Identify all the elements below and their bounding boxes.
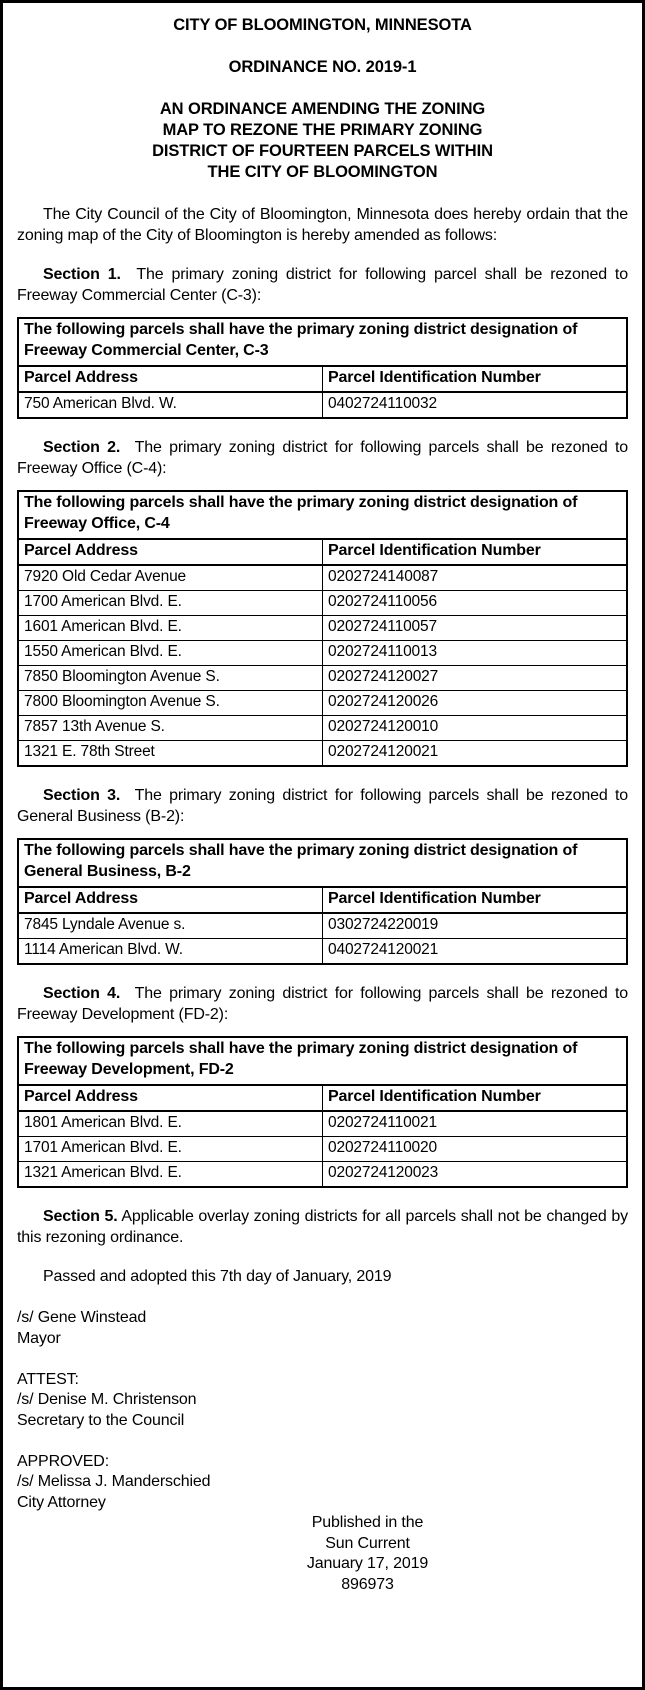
column-header-pin: Parcel Identification Number: [323, 887, 628, 913]
column-header-pin: Parcel Identification Number: [323, 1085, 628, 1111]
cell-address: 1550 American Blvd. E.: [18, 641, 323, 666]
section-1-text: The primary zoning district for following parcel shall be rezoned to Freeway Commercial Center (C-3):: [17, 266, 628, 304]
spacer: [17, 1248, 628, 1267]
cell-address: 1114 American Blvd. W.: [18, 939, 323, 965]
cell-address: 7800 Bloomington Avenue S.: [18, 691, 323, 716]
spacer: [17, 183, 628, 205]
spacer: [17, 1188, 628, 1207]
ordinance-title-line-1: AN ORDINANCE AMENDING THE ZONING: [159, 100, 486, 118]
ordinance-title-line-2: MAP TO REZONE THE PRIMARY ZONING: [162, 121, 483, 139]
column-header-pin: Parcel Identification Number: [323, 366, 628, 392]
cell-pin: 0202724120021: [323, 741, 628, 767]
spacer: [17, 78, 628, 99]
published-reference-number: 896973: [341, 1575, 394, 1593]
table-caption-row: [18, 318, 627, 366]
section-4-table: [17, 1036, 628, 1188]
cell-pin: 0202724110057: [323, 616, 628, 641]
table-row: [18, 1111, 627, 1137]
spacer: [17, 1431, 628, 1452]
section-1-table: [17, 317, 628, 419]
document-header: [17, 15, 628, 183]
table-row: [18, 691, 627, 716]
table-row: [18, 591, 627, 616]
cell-pin: 0202724120026: [323, 691, 628, 716]
cell-address: 7920 Old Cedar Avenue: [18, 565, 323, 591]
section-2-table: [17, 490, 628, 767]
table-caption-row: [18, 839, 627, 887]
attest-label: ATTEST:: [17, 1370, 79, 1388]
approved-signature: /s/ Melissa J. Manderschied: [17, 1473, 211, 1490]
table-row: [18, 913, 627, 939]
table-header-row: [18, 366, 627, 392]
table-row: [18, 1137, 627, 1162]
cell-address: 750 American Blvd. W.: [18, 392, 323, 418]
section-2-text: The primary zoning district for following parcels shall be rezoned to Freeway Office (C-4):: [17, 439, 628, 477]
cell-address: 1321 American Blvd. E.: [18, 1162, 323, 1188]
column-header-address: Parcel Address: [18, 366, 323, 392]
spacer: [17, 827, 628, 838]
city-line: CITY OF BLOOMINGTON, MINNESOTA: [173, 16, 472, 34]
cell-address: 1701 American Blvd. E.: [18, 1137, 323, 1162]
spacer: [17, 1349, 628, 1370]
published-line-1: Published in the: [311, 1514, 424, 1531]
table-row: [18, 1162, 627, 1188]
section-4-text: The primary zoning district for following parcels shall be rezoned to Freeway Development (FD-2):: [17, 985, 628, 1023]
cell-address: 7850 Bloomington Avenue S.: [18, 666, 323, 691]
cell-pin: 0402724110032: [323, 392, 628, 418]
approved-title: City Attorney: [17, 1493, 106, 1511]
table-row: [18, 641, 627, 666]
section-3-text: The primary zoning district for following parcels shall be rezoned to General Business (B-2):: [17, 787, 628, 825]
table-caption: The following parcels shall have the primary zoning district designation of Freeway Office, C-4: [18, 491, 627, 539]
cell-pin: 0202724110056: [323, 591, 628, 616]
cell-address: 1601 American Blvd. E.: [18, 616, 323, 641]
spacer: [17, 965, 628, 984]
table-row: [18, 666, 627, 691]
section-5-label: Section 5.: [43, 1208, 118, 1225]
table-caption: The following parcels shall have the primary zoning district designation of General Business, B-2: [18, 839, 627, 887]
preamble-paragraph: The City Council of the City of Bloomington, Minnesota does hereby ordain that the zoning map of the City of Bloomington is hereby amended as follows:: [17, 206, 628, 244]
section-1-paragraph: [17, 265, 628, 306]
cell-pin: 0202724120027: [323, 666, 628, 691]
cell-pin: 0202724110013: [323, 641, 628, 666]
cell-pin: 0202724120023: [323, 1162, 628, 1188]
table-row: [18, 716, 627, 741]
section-5-text: Applicable overlay zoning districts for all parcels shall not be changed by this rezoning ordinance.: [17, 1208, 628, 1246]
section-4-label: Section 4.: [43, 985, 121, 1002]
attest-title: Secretary to the Council: [17, 1411, 185, 1429]
published-date: January 17, 2019: [306, 1555, 429, 1572]
table-header-row: [18, 1085, 627, 1111]
column-header-pin: Parcel Identification Number: [323, 539, 628, 565]
cell-pin: 0202724140087: [323, 565, 628, 591]
spacer: [17, 306, 628, 317]
attest-signature: /s/ Denise M. Christenson: [17, 1391, 197, 1408]
column-header-address: Parcel Address: [18, 1085, 323, 1111]
ordinance-title-line-4: THE CITY OF BLOOMINGTON: [207, 163, 438, 181]
approved-label: APPROVED:: [17, 1452, 110, 1470]
spacer: [17, 246, 628, 265]
spacer: [17, 1288, 628, 1309]
published-publication: Sun Current: [325, 1534, 410, 1552]
section-3-table: [17, 838, 628, 965]
ordinance-title-line-3: DISTRICT OF FOURTEEN PARCELS WITHIN: [152, 142, 493, 160]
ordinance-number: ORDINANCE NO. 2019-1: [228, 58, 417, 76]
table-row: [18, 565, 627, 591]
spacer: [17, 1025, 628, 1036]
passed-adopted-line: Passed and adopted this 7th day of January, 2019: [43, 1268, 392, 1285]
table-row: [18, 939, 627, 965]
document-body: [3, 3, 642, 1595]
table-caption-row: [18, 1037, 627, 1085]
section-4-paragraph: [17, 984, 628, 1025]
spacer: [17, 767, 628, 786]
section-2-label: Section 2.: [43, 439, 121, 456]
mayor-signature: /s/ Gene Winstead: [17, 1309, 147, 1326]
cell-address: 7857 13th Avenue S.: [18, 716, 323, 741]
cell-address: 7845 Lyndale Avenue s.: [18, 913, 323, 939]
section-5-paragraph: [17, 1207, 628, 1248]
cell-pin: 0402724120021: [323, 939, 628, 965]
cell-address: 1321 E. 78th Street: [18, 741, 323, 767]
cell-address: 1801 American Blvd. E.: [18, 1111, 323, 1137]
cell-pin: 0202724110020: [323, 1137, 628, 1162]
section-3-paragraph: [17, 786, 628, 827]
mayor-title: Mayor: [17, 1329, 61, 1347]
spacer: [17, 419, 628, 438]
published-block: [17, 1513, 628, 1595]
table-caption: The following parcels shall have the primary zoning district designation of Freeway Development, FD-2: [18, 1037, 627, 1085]
cell-pin: 0202724120010: [323, 716, 628, 741]
table-caption-row: [18, 491, 627, 539]
section-2-paragraph: [17, 438, 628, 479]
table-caption: The following parcels shall have the primary zoning district designation of Freeway Commercial Center, C-3: [18, 318, 627, 366]
spacer: [17, 479, 628, 490]
section-3-label: Section 3.: [43, 787, 121, 804]
cell-address: 1700 American Blvd. E.: [18, 591, 323, 616]
cell-pin: 0302724220019: [323, 913, 628, 939]
table-row: [18, 741, 627, 767]
cell-pin: 0202724110021: [323, 1111, 628, 1137]
spacer: [17, 36, 628, 57]
column-header-address: Parcel Address: [18, 539, 323, 565]
section-1-label: Section 1.: [43, 266, 121, 283]
table-header-row: [18, 887, 627, 913]
table-row: [18, 616, 627, 641]
table-header-row: [18, 539, 627, 565]
table-row: [18, 392, 627, 418]
column-header-address: Parcel Address: [18, 887, 323, 913]
